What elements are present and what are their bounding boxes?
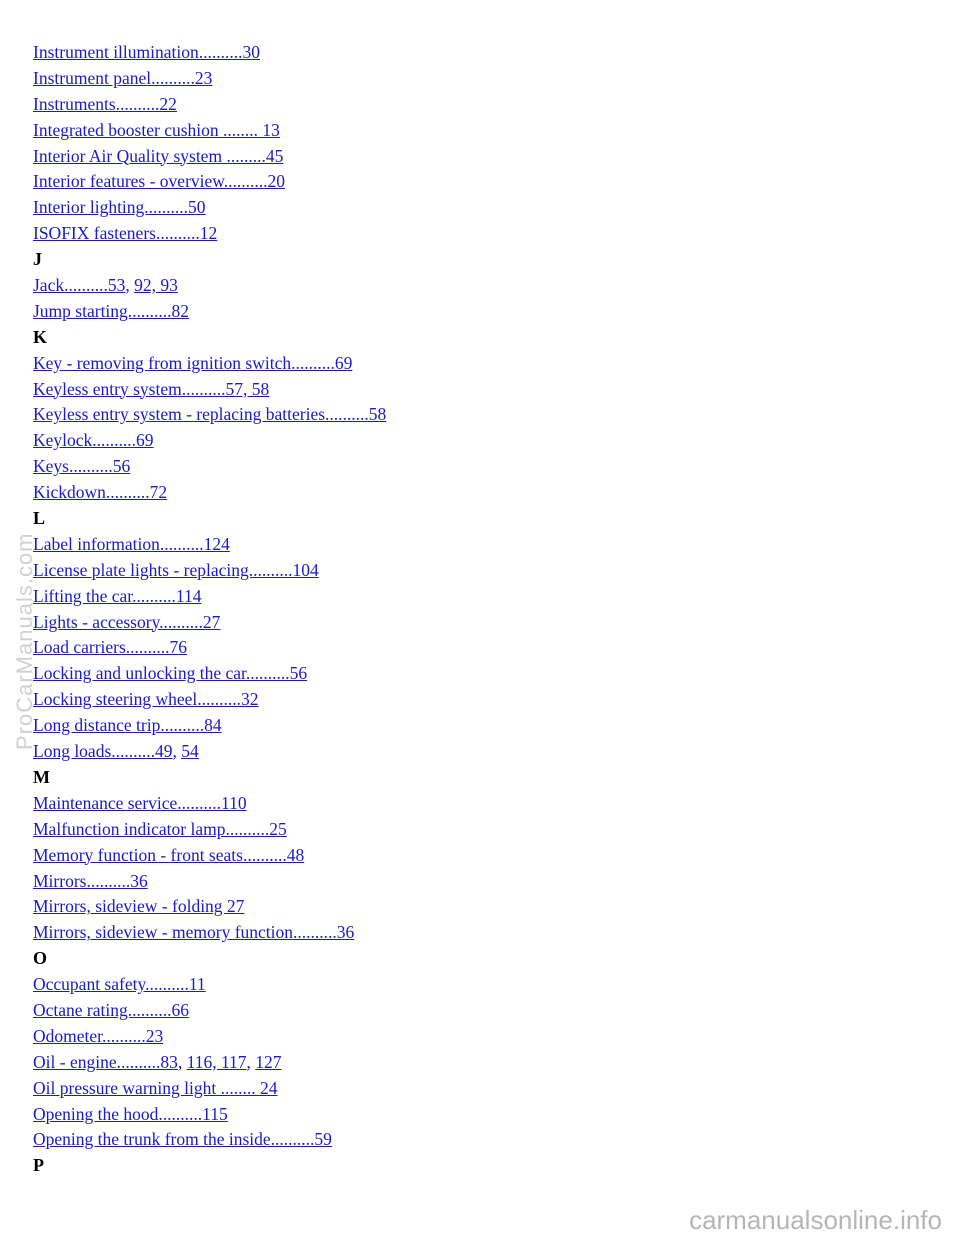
index-list bbox=[33, 40, 933, 1179]
index-entry bbox=[33, 1024, 933, 1050]
index-link[interactable]: Kickdown..........72 bbox=[33, 482, 168, 503]
index-link[interactable]: Occupant safety..........11 bbox=[33, 974, 206, 995]
index-link[interactable]: Instrument illumination..........30 bbox=[33, 42, 260, 62]
index-entry bbox=[33, 169, 933, 195]
index-entry bbox=[33, 610, 933, 636]
index-link[interactable]: Opening the hood..........115 bbox=[33, 1103, 228, 1124]
index-entry bbox=[33, 195, 933, 221]
index-link[interactable]: 127 bbox=[255, 1051, 282, 1072]
index-entry bbox=[33, 428, 933, 454]
index-entry bbox=[33, 998, 933, 1024]
index-link[interactable]: Odometer..........23 bbox=[33, 1025, 164, 1046]
index-link[interactable]: Load carriers..........76 bbox=[33, 637, 188, 658]
side-watermark: ProCarManuals.com bbox=[12, 532, 37, 750]
index-link[interactable]: Oil pressure warning light ........ 24 bbox=[33, 1077, 278, 1098]
index-link[interactable]: Interior lighting..........50 bbox=[33, 197, 206, 218]
index-entry bbox=[33, 661, 933, 687]
index-letter-heading: M bbox=[33, 766, 50, 787]
index-link[interactable]: Lights - accessory..........27 bbox=[33, 611, 221, 632]
index-entry bbox=[33, 118, 933, 144]
index-letter-heading: O bbox=[33, 948, 48, 969]
index-entry bbox=[33, 1076, 933, 1102]
index-link[interactable]: Keyless entry system..........57, 58 bbox=[33, 378, 270, 399]
index-entry bbox=[33, 713, 933, 739]
index-entry bbox=[33, 843, 933, 869]
index-letter-heading: J bbox=[33, 249, 42, 270]
index-link[interactable]: Memory function - front seats..........48 bbox=[33, 844, 305, 865]
index-link[interactable]: Octane rating..........66 bbox=[33, 999, 189, 1020]
index-entry bbox=[33, 1127, 933, 1153]
index-link[interactable]: Oil - engine..........83 bbox=[33, 1051, 178, 1072]
index-entry bbox=[33, 687, 933, 713]
index-link[interactable]: Mirrors..........36 bbox=[33, 870, 148, 891]
index-link[interactable]: Long distance trip..........84 bbox=[33, 715, 222, 736]
index-link[interactable]: 116, 117 bbox=[186, 1051, 247, 1072]
index-entry bbox=[33, 480, 933, 506]
index-link[interactable]: Interior features - overview..........20 bbox=[33, 171, 286, 192]
index-entry bbox=[33, 402, 933, 428]
index-entry bbox=[33, 558, 933, 584]
index-entry: Jack..........53, 92, 93 bbox=[33, 275, 178, 296]
index-letter-heading: K bbox=[33, 326, 48, 347]
index-link[interactable]: Locking steering wheel..........32 bbox=[33, 689, 259, 710]
index-link[interactable]: Malfunction indicator lamp..........25 bbox=[33, 818, 287, 839]
index-link[interactable]: Instruments..........22 bbox=[33, 93, 177, 114]
index-link[interactable]: Keys..........56 bbox=[33, 456, 131, 477]
index-link[interactable]: License plate lights - replacing..........104 bbox=[33, 559, 319, 580]
index-entry bbox=[33, 532, 933, 558]
index-entry bbox=[33, 144, 933, 170]
index-link[interactable]: Keyless entry system - replacing batteries..........58 bbox=[33, 404, 387, 425]
index-link[interactable]: Label information..........124 bbox=[33, 533, 230, 554]
index-entry bbox=[33, 351, 933, 377]
index-link[interactable]: 92, 93 bbox=[134, 275, 178, 296]
index-entry bbox=[33, 454, 933, 480]
index-link[interactable]: Maintenance service..........110 bbox=[33, 792, 247, 813]
index-entry bbox=[33, 40, 933, 66]
index-link[interactable]: ISOFIX fasteners..........12 bbox=[33, 223, 218, 244]
index-link[interactable]: Key - removing from ignition switch..........69 bbox=[33, 352, 353, 373]
index-link[interactable]: Jack..........53 bbox=[33, 275, 126, 296]
index-entry: Oil - engine..........83, 116, 117, 127 bbox=[33, 1051, 282, 1072]
bottom-watermark: carmanualsonline.info bbox=[689, 1205, 942, 1235]
index-entry bbox=[33, 791, 933, 817]
index-link[interactable]: Long loads..........49 bbox=[33, 741, 173, 762]
index-link[interactable]: Integrated booster cushion ........ 13 bbox=[33, 119, 280, 140]
index-entry bbox=[33, 869, 933, 895]
index-link[interactable]: Keylock..........69 bbox=[33, 430, 154, 451]
index-entry bbox=[33, 635, 933, 661]
index-entry bbox=[33, 894, 933, 920]
index-link[interactable]: Mirrors, sideview - folding 27 bbox=[33, 896, 245, 917]
index-entry bbox=[33, 377, 933, 403]
index-entry bbox=[33, 92, 933, 118]
index-entry bbox=[33, 584, 933, 610]
index-entry bbox=[33, 1102, 933, 1128]
index-entry bbox=[33, 972, 933, 998]
index-letter-heading: P bbox=[33, 1155, 44, 1176]
index-entry bbox=[33, 299, 933, 325]
index-link[interactable]: Mirrors, sideview - memory function..........36 bbox=[33, 922, 355, 943]
index-link[interactable]: Lifting the car..........114 bbox=[33, 585, 202, 606]
index-entry bbox=[33, 920, 933, 946]
index-link[interactable]: Jump starting..........82 bbox=[33, 300, 190, 321]
index-letter-heading: L bbox=[33, 508, 46, 529]
index-entry: Long loads..........49, 54 bbox=[33, 741, 199, 762]
index-link[interactable]: Instrument panel..........23 bbox=[33, 67, 213, 88]
index-link[interactable]: Opening the trunk from the inside..........59 bbox=[33, 1129, 332, 1150]
index-link[interactable]: Interior Air Quality system .........45 bbox=[33, 145, 284, 166]
index-link[interactable]: 54 bbox=[181, 741, 199, 762]
index-link[interactable]: Locking and unlocking the car..........56 bbox=[33, 663, 308, 684]
index-entry bbox=[33, 66, 933, 92]
index-entry bbox=[33, 817, 933, 843]
index-entry bbox=[33, 221, 933, 247]
